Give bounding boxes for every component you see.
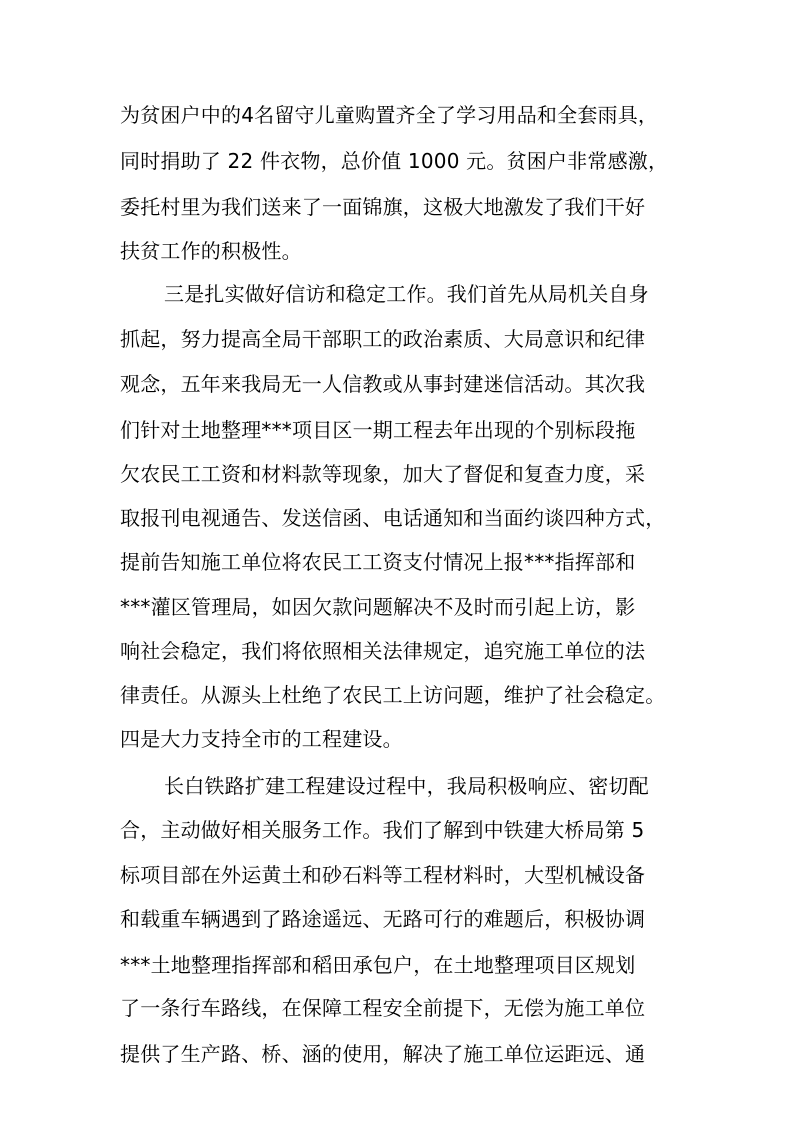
text-line-10: 取报刊电视通告、发送信函、电话通知和当面约谈四种方式，: [120, 506, 666, 530]
text-line-9: 欠农民工工资和材料款等现象，加大了督促和复查力度，采: [120, 462, 646, 486]
text-line-18: 标项目部在外运黄土和砂石料等工程材料时，大型机械设备: [120, 863, 646, 887]
section-heading: 四是大力支持全市的工程建设。: [120, 727, 403, 751]
paragraph-start-line: 三是扎实做好信访和稳定工作。我们首先从局机关自身: [164, 282, 649, 306]
text-line-1: 为贫困户中的4名留守儿童购置齐全了学习用品和全套雨具，: [120, 103, 659, 127]
text-line-19: 和载重车辆遇到了路途遥远、无路可行的难题后，积极协调: [120, 907, 646, 931]
text-line-21: 了一条行车路线，在保障工程安全前提下，无偿为施工单位: [120, 996, 646, 1020]
text-line-6: 抓起，努力提高全局干部职工的政治素质、大局意识和纪律: [120, 327, 646, 351]
text-line-12: ***灌区管理局，如因欠款问题解决不及时而引起上访，影: [120, 595, 636, 619]
text-line-14: 律责任。从源头上杜绝了农民工上访问题，维护了社会稳定。: [120, 683, 666, 707]
text-line-7: 观念，五年来我局无一人信教或从事封建迷信活动。其次我: [120, 372, 646, 396]
text-line-3: 委托村里为我们送来了一面锦旗，这极大地激发了我们干好: [120, 195, 646, 219]
text-line-11: 提前告知施工单位将农民工工资支付情况上报***指挥部和: [120, 550, 636, 574]
text-line-4: 扶贫工作的积极性。: [120, 239, 302, 263]
text-line-8: 们针对土地整理***项目区一期工程去年出现的个别标段拖: [120, 418, 636, 442]
text-line-17: 合，主动做好相关服务工作。我们了解到中铁建大桥局第 5: [120, 818, 645, 842]
text-line-20: ***土地整理指挥部和稻田承包户，在土地整理项目区规划: [120, 953, 636, 977]
text-line-22: 提供了生产路、桥、涵的使用，解决了施工单位运距远、通: [120, 1042, 646, 1066]
paragraph-start-line: 长白铁路扩建工程建设过程中，我局积极响应、密切配: [164, 774, 649, 798]
text-line-13: 响社会稳定，我们将依照相关法律规定，追究施工单位的法: [120, 639, 646, 663]
text-line-2: 同时捐助了 22 件衣物，总价值 1000 元。贫困户非常感激，: [120, 149, 669, 173]
